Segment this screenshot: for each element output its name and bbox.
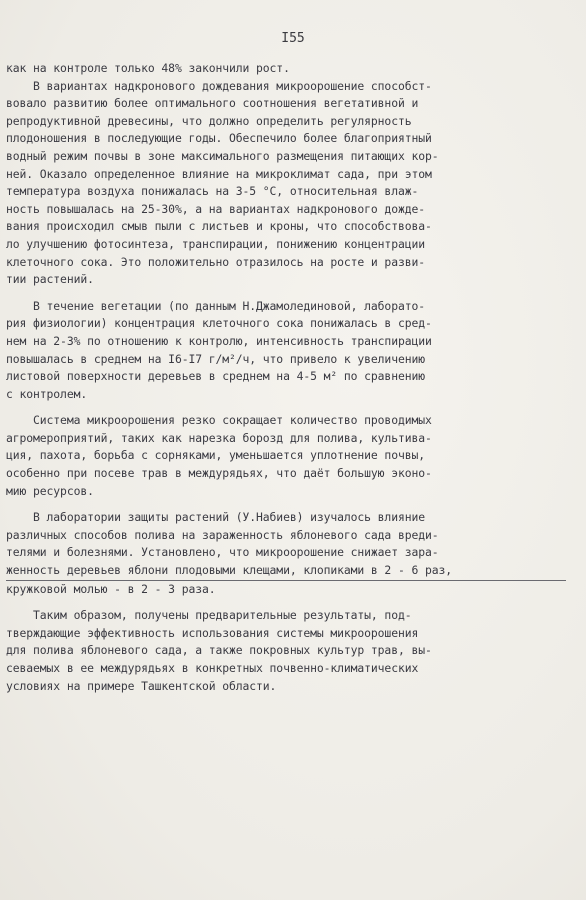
paragraph-gap <box>6 598 566 607</box>
text-line: Таким образом, получены предварительные результаты, под- <box>6 608 412 623</box>
text-line: вовало развитию более оптимального соотношения вегетативной и <box>6 96 419 111</box>
text-line: тии растений. <box>6 272 94 287</box>
text-line: температура воздуха понижалась на 3-5 °С, относительная влаж- <box>6 184 419 199</box>
paragraph-gap <box>6 289 566 298</box>
text-line: мию ресурсов. <box>6 483 94 498</box>
paragraph-gap <box>6 403 566 412</box>
text-line: водный режим почвы в зоне максимального размещения питающих кор- <box>6 148 439 163</box>
text-line: телями и болезнями. Установлено, что микроорошение снижает зара- <box>6 545 439 560</box>
text-line: ло улучшению фотосинтеза, транспирации, понижению концентрации <box>6 236 425 251</box>
body-text <box>6 60 566 695</box>
text-line: вания происходил смыв пыли с листьев и кроны, что способствова- <box>6 219 432 234</box>
text-line: нем на 2-3% по отношению к контролю, интенсивность транспирации <box>6 333 432 348</box>
text-line: рия физиологии) концентрация клеточного сока понижалась в сред- <box>6 316 432 331</box>
text-line: агромероприятий, таких как нарезка борозд для полива, культива- <box>6 430 432 445</box>
text-line: различных способов полива на зараженность яблоневого сада вреди- <box>6 527 439 542</box>
text-line: Система микроорошения резко сокращает количество проводимых <box>6 413 432 428</box>
page-number: I55 <box>281 31 305 46</box>
text-line-underlined: женность деревьев яблони плодовыми клещами, клопиками в 2 - 6 раз, <box>6 562 566 581</box>
text-line: севаемых в ее междурядьях в конкретных почвенно-климатических <box>6 661 419 675</box>
text-line: В вариантах надкронового дождевания микроорошение способст- <box>6 78 432 93</box>
text-line: репродуктивной древесины, что должно определить регулярность <box>6 113 412 128</box>
text-line: с контролем. <box>6 386 88 401</box>
text-line: для полива яблоневого сада, а также покровных культур трав, вы- <box>6 643 432 658</box>
text-line: кружковой молью - в 2 - 3 раза. <box>6 581 216 596</box>
text-line: листовой поверхности деревьев в среднем на 4-5 м² по сравнению <box>6 369 425 384</box>
text-line: клеточного сока. Это положительно отразилось на росте и разви- <box>6 254 425 269</box>
text-line: повышалась в среднем на I6-I7 г/м²/ч, что привело к увеличению <box>6 351 425 366</box>
text-line: плодоношения в последующие годы. Обеспечило более благоприятный <box>6 131 432 146</box>
text-line: как на контроле только 48% закончили рост. <box>6 61 290 75</box>
text-line: ность повышалась на 25-30%, а на вариантах надкронового дожде- <box>6 201 425 216</box>
text-line: В лаборатории защиты растений (У.Набиев) изучалось влияние <box>6 510 425 525</box>
text-line: В течение вегетации (по данным Н.Джамолединовой, лаборато- <box>6 298 425 313</box>
text-line: особенно при посеве трав в междурядьях, что даёт большую эконо- <box>6 466 432 481</box>
text-line: ция, пахота, борьба с сорняками, уменьшается уплотнение почвы, <box>6 448 425 463</box>
text-line: ней. Оказало определенное влияние на микроклимат сада, при этом <box>6 166 432 181</box>
paragraph-gap <box>6 500 566 509</box>
text-line: условиях на примере Ташкентской области. <box>6 678 277 693</box>
text-line: тверждающие эффективность использования системы микроорошения <box>6 625 419 640</box>
